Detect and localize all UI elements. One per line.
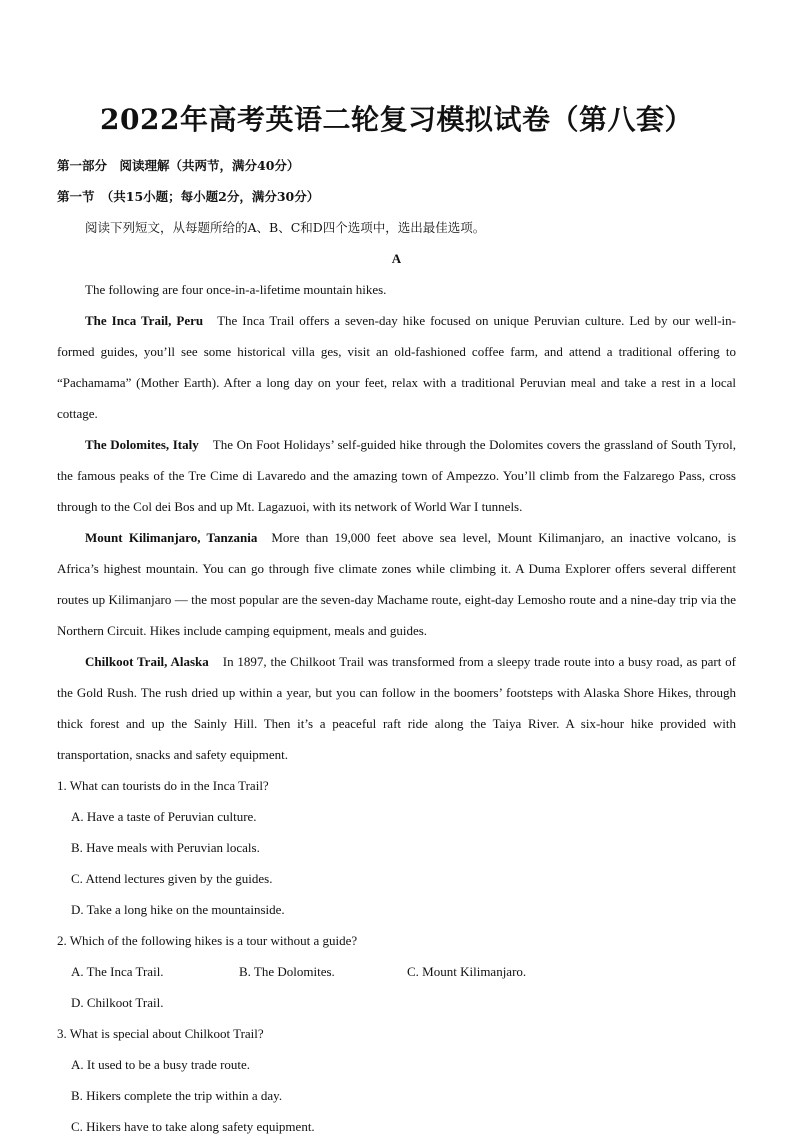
option-c: C. Attend lectures given by the guides.	[71, 871, 273, 886]
hike-paragraph	[57, 429, 736, 522]
option-list	[57, 801, 736, 925]
option-a: A. Have a taste of Peruvian culture.	[71, 809, 257, 824]
section-heading: 第一节 （共15小题；每小题2分，满分30分）	[57, 189, 320, 204]
question-2	[57, 925, 736, 1018]
hike-text: The Inca Trail offers a seven-day hike focused on unique Peruvian culture. Led by our well-in-formed guides, you’ll see some historical villa ges, visit an old-fashioned coffee farm, and attend a traditional offering to “Pachamama” (Mother Earth). After a long day on your feet, relax with a traditional Peruvian meal and take a rest in a local cottage.	[57, 313, 737, 421]
option-d: D. Take a long hike on the mountainside.	[71, 902, 285, 917]
option-d: D. Chilkoot Trail.	[71, 995, 164, 1010]
hike-paragraph	[57, 522, 736, 646]
option-c: C. Hikers have to take along safety equipment.	[71, 1119, 315, 1134]
hike-text: In 1897, the Chilkoot Trail was transformed from a sleepy trade route into a busy road, as part of the Gold Rush. The rush dried up within a year, but you can follow in the boomers’ footsteps with Alaska Shore Hikes, through thick forest and up the Sainly Hill. Then it’s a peaceful raft ride along the Taiya River. A six-hour hike provided with transportation, snacks and safety equipment.	[57, 654, 737, 762]
question-stem: 3. What is special about Chilkoot Trail?	[57, 1026, 264, 1041]
hike-paragraph	[57, 646, 736, 770]
option-c: C. Mount Kilimanjaro.	[407, 964, 527, 979]
hike-text: More than 19,000 feet above sea level, Mount Kilimanjaro, an inactive volcano, is Africa’s highest mountain. You can go through five climate zones while climbing it. A Duma Explorer offers several different routes up Kilimanjaro — the most popular are the seven-day Machame route, eight-day Lemosho route and a nine-day trip via the Northern Circuit. Hikes include camping equipment, meals and guides.	[57, 530, 737, 638]
hike-paragraph	[57, 305, 736, 429]
question-3	[57, 1018, 736, 1142]
option-b: B. Have meals with Peruvian locals.	[71, 840, 260, 855]
option-a: A. It used to be a busy trade route.	[71, 1057, 251, 1072]
option-a: A. The Inca Trail.	[71, 964, 164, 979]
page-title: 2022年高考英语二轮复习模拟试卷（第八套）	[100, 103, 693, 136]
hike-name: The Inca Trail, Peru	[85, 313, 204, 328]
instruction-text: 阅读下列短文，从每题所给的A、B、C和D四个选项中，选出最佳选项。	[85, 220, 486, 235]
option-list	[57, 956, 736, 1018]
question-1	[57, 770, 736, 925]
option-b: B. The Dolomites.	[239, 964, 335, 979]
hike-text: The On Foot Holidays’ self-guided hike through the Dolomites covers the grassland of South Tyrol, the famous peaks of the Tre Cime di Lavaredo and the amazing town of Ampezzo. You’ll climb from the Falzarego Pass, cross through to the Col dei Bos and up Mt. Lagazuoi, with its network of World War I tunnels.	[57, 437, 736, 514]
option-list	[57, 1049, 736, 1142]
passage-label: A	[391, 251, 402, 266]
part-heading: 第一部分 阅读理解（共两节，满分40分）	[57, 158, 300, 173]
question-stem: 2. Which of the following hikes is a tour without a guide?	[57, 933, 358, 948]
hike-name: Chilkoot Trail, Alaska	[85, 654, 209, 669]
hike-name: Mount Kilimanjaro, Tanzania	[85, 530, 258, 545]
option-b: B. Hikers complete the trip within a day.	[71, 1088, 283, 1103]
passage-intro: The following are four once-in-a-lifetime mountain hikes.	[85, 282, 387, 297]
question-stem: 1. What can tourists do in the Inca Trail?	[57, 778, 269, 793]
hike-name: The Dolomites, Italy	[85, 437, 199, 452]
